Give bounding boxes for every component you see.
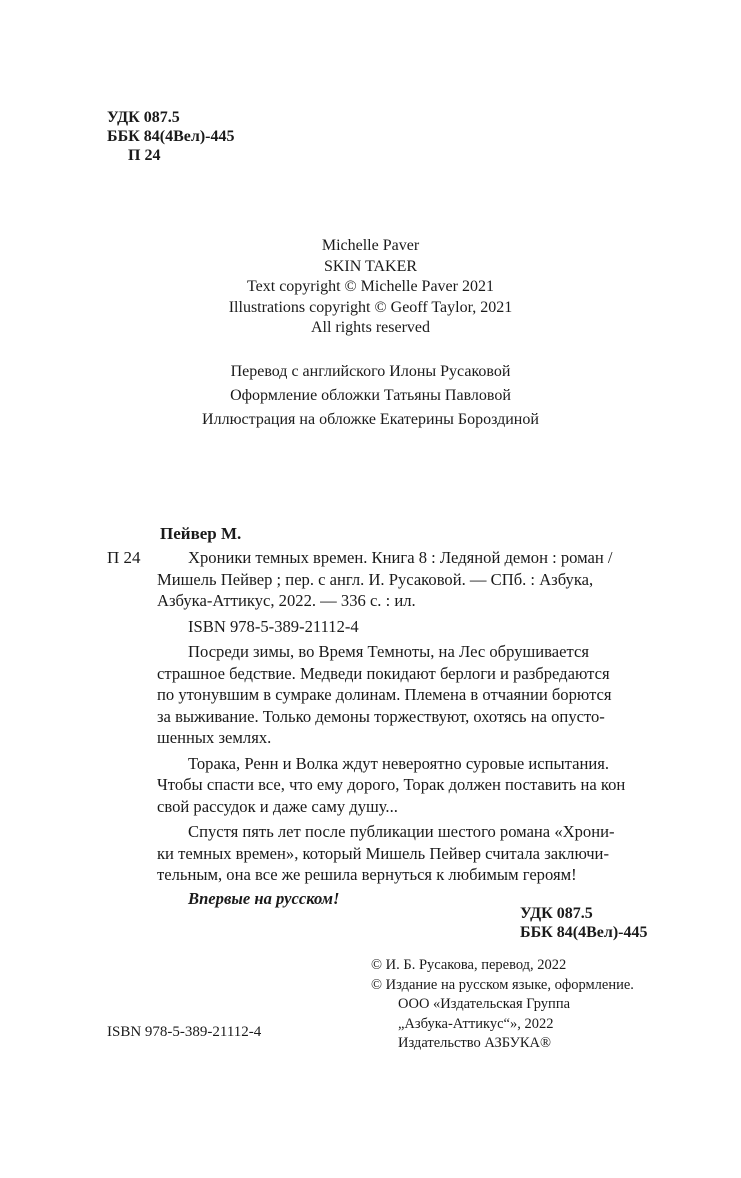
annotation-line: ки темных времен», который Мишель Пейвер считала заключи- <box>157 843 609 863</box>
header-classification-codes <box>107 108 235 165</box>
bibliographic-line: Хроники темных времен. Книга 8 : Ледяной демон : роман / <box>188 548 613 567</box>
translator-credit: Перевод с английского Илоны Русаковой <box>230 363 511 380</box>
copyright-line: ООО «Издательская Группа <box>398 996 571 1012</box>
annotation-line: Спустя пять лет после публикации шестого романа «Хрони- <box>188 822 615 841</box>
copyright-line: © И. Б. Русакова, перевод, 2022 <box>371 957 567 973</box>
udk-code: УДК 087.5 <box>107 109 180 126</box>
cover-illustration-credit: Иллюстрация на обложке Екатерины Бороздиной <box>202 411 539 428</box>
bibliographic-line: Мишель Пейвер ; пер. с англ. И. Русаковой. — СПб. : Азбука, <box>157 569 594 589</box>
rights-reserved: All rights reserved <box>310 319 431 336</box>
annotation-line: страшное бедствие. Медведи покидают берлоги и разбредаются <box>157 663 610 683</box>
annotation-line: Посреди зимы, во Время Темноты, на Лес обрушивается <box>188 642 589 661</box>
annotation-line: шенных землях. <box>157 728 272 747</box>
catalog-author: Пейвер М. <box>160 524 242 543</box>
catalog-shelf-mark: П 24 <box>107 548 141 567</box>
cover-design-credit: Оформление обложки Татьяны Павловой <box>230 387 511 404</box>
annotation-line: за выживание. Только демоны торжествуют, охотясь на опусто- <box>157 706 605 726</box>
catalog-isbn: ISBN 978-5-389-21112-4 <box>188 616 359 636</box>
annotation-line: тельным, она все же решила вернуться к любимым героям! <box>157 865 577 884</box>
footer-classification-codes <box>520 904 648 942</box>
english-credits <box>0 236 741 339</box>
text-copyright: Text copyright © Michelle Paver 2021 <box>247 278 494 295</box>
original-author: Michelle Paver <box>321 237 420 254</box>
annotation-line: Чтобы спасти все, что ему дорого, Торак должен поставить на кон <box>157 775 626 794</box>
bbk-code: ББК 84(4Вел)-445 <box>520 924 648 941</box>
bottom-isbn: ISBN 978-5-389-21112-4 <box>107 1024 262 1040</box>
original-title: SKIN TAKER <box>323 257 418 275</box>
shelf-code: П 24 <box>128 147 161 164</box>
annotation-line: по утонувшим в сумраке долинам. Племена в отчаянии борются <box>157 685 612 704</box>
copyright-line: „Азбука-Аттикус“», 2022 <box>398 1015 554 1032</box>
first-in-russian-note: Впервые на русском! <box>188 888 340 908</box>
publisher-line: Издательство АЗБУКА® <box>398 1035 552 1051</box>
bbk-code: ББК 84(4Вел)-445 <box>107 128 235 145</box>
illustrations-copyright: Illustrations copyright © Geoff Taylor, 2021 <box>228 298 513 316</box>
catalog-entry <box>157 547 654 909</box>
annotation-line: свой рассудок и даже саму душу... <box>157 796 398 816</box>
udk-code: УДК 087.5 <box>520 905 593 922</box>
copyright-block <box>371 956 634 1054</box>
annotation-line: Торака, Ренн и Волка ждут невероятно суровые испытания. <box>188 753 609 773</box>
bibliographic-line: Азбука-Аттикус, 2022. — 336 с. : ил. <box>157 591 416 610</box>
copyright-line: © Издание на русском языке, оформление. <box>371 976 634 993</box>
russian-credits <box>0 360 741 432</box>
